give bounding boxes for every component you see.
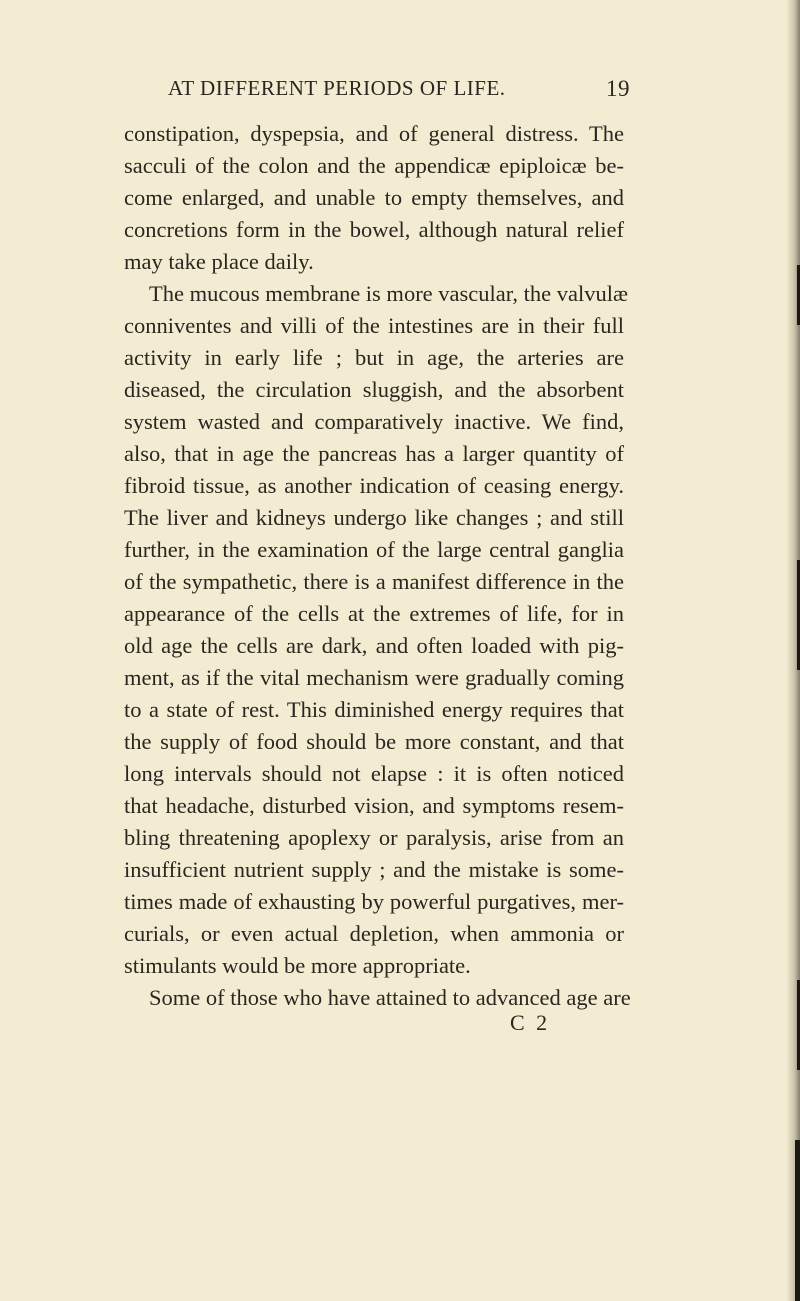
- text-line: the supply of food should be more constant, and that: [124, 729, 624, 754]
- page-number: 19: [606, 76, 630, 101]
- text-line: of the sympathetic, there is a manifest difference in the: [124, 569, 624, 594]
- running-title: AT DIFFERENT PERIODS OF LIFE.: [168, 76, 506, 100]
- text-line: fibroid tissue, as another indication of ceasing energy.: [124, 473, 624, 498]
- text-line: long intervals should not elapse : it is often noticed: [124, 761, 624, 786]
- text-line: The liver and kidneys undergo like changes ; and still: [124, 505, 624, 530]
- text-line: concretions form in the bowel, although natural relief: [124, 217, 624, 242]
- text-line: The mucous membrane is more vascular, the valvulæ: [149, 281, 628, 306]
- text-line: that headache, disturbed vision, and symptoms resem-: [124, 793, 624, 818]
- text-line: further, in the examination of the large central ganglia: [124, 537, 624, 562]
- text-line: may take place daily.: [124, 249, 314, 274]
- text-line: curials, or even actual depletion, when ammonia or: [124, 921, 624, 946]
- text-line: sacculi of the colon and the appendicæ epiploicæ be-: [124, 153, 624, 178]
- signature-mark: C 2: [510, 1010, 551, 1035]
- text-line: come enlarged, and unable to empty themselves, and: [124, 185, 624, 210]
- text-line: also, that in age the pancreas has a larger quantity of: [124, 441, 624, 466]
- text-line: diseased, the circulation sluggish, and the absorbent: [124, 377, 624, 402]
- text-line: bling threatening apoplexy or paralysis, arise from an: [124, 825, 624, 850]
- text-line: appearance of the cells at the extremes of life, for in: [124, 601, 624, 626]
- text-line: constipation, dyspepsia, and of general distress. The: [124, 121, 624, 146]
- text-line: conniventes and villi of the intestines are in their full: [124, 313, 624, 338]
- text-line: Some of those who have attained to advanced age are: [149, 985, 631, 1010]
- running-header: [168, 76, 630, 106]
- text-line: insufficient nutrient supply ; and the mistake is some-: [124, 857, 624, 882]
- text-line: ment, as if the vital mechanism were gradually coming: [124, 665, 624, 690]
- text-line: activity in early life ; but in age, the arteries are: [124, 345, 624, 370]
- text-line: stimulants would be more appropriate.: [124, 953, 471, 978]
- text-line: times made of exhausting by powerful purgatives, mer-: [124, 889, 624, 914]
- text-line: system wasted and comparatively inactive. We find,: [124, 409, 624, 434]
- text-line: old age the cells are dark, and often loaded with pig-: [124, 633, 624, 658]
- page-edge-mark: [795, 1140, 800, 1301]
- text-line: to a state of rest. This diminished energy requires that: [124, 697, 624, 722]
